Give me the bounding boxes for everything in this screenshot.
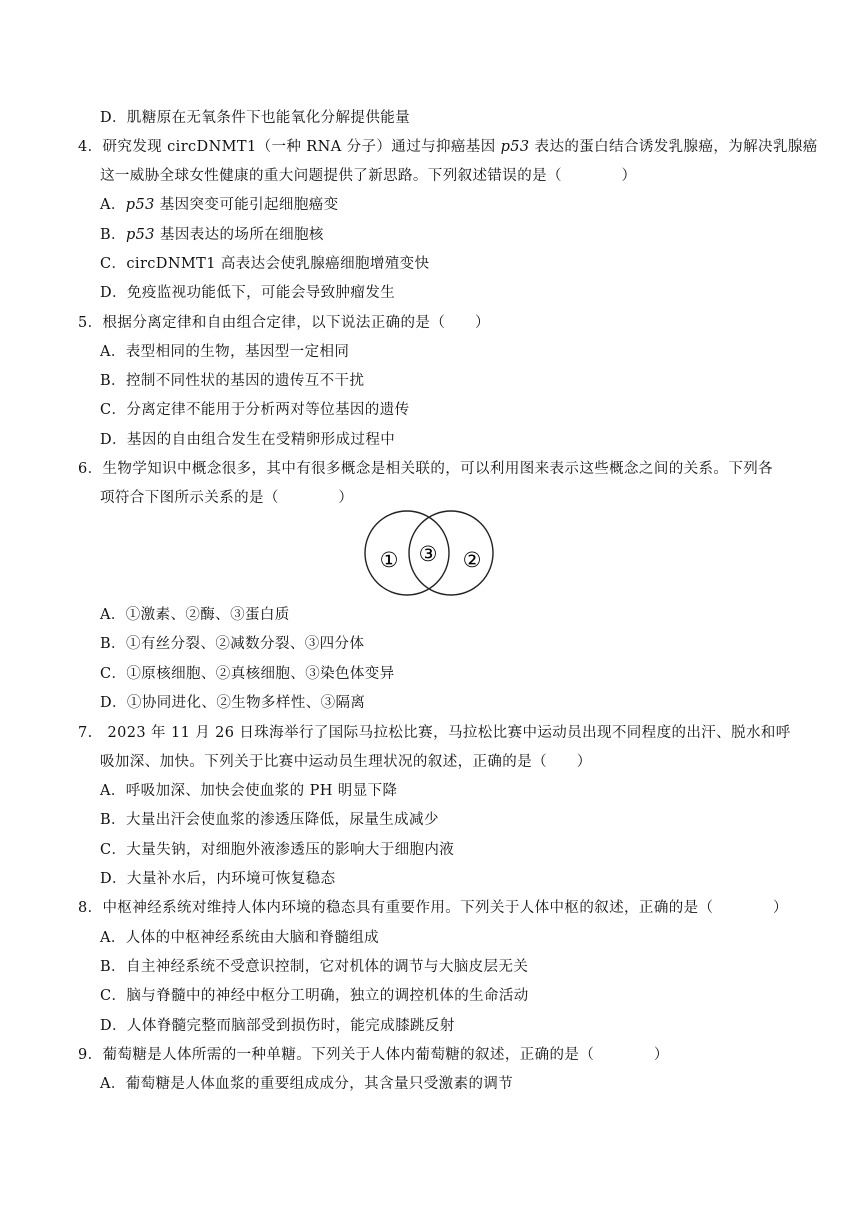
q9-stem: 9．葡萄糖是人体所需的一种单糖。下列关于人体内葡萄糖的叙述，正确的是（ ） bbox=[78, 1047, 669, 1063]
gene-name: p53 bbox=[125, 227, 155, 243]
q4-option-c: C．circDNMT1 高表达会使乳腺癌细胞增殖变快 bbox=[100, 256, 430, 272]
q7-option-b: B．大量出汗会使血浆的渗透压降低，尿量生成减少 bbox=[100, 812, 439, 828]
q7-stem-line1: 7. 2023 年 11 月 26 日珠海举行了国际马拉松比赛，马拉松比赛中运动员出现不同程度的出汗、脱水和呼 bbox=[78, 725, 791, 741]
q6-option-a: A．①激素、②酶、③蛋白质 bbox=[100, 607, 290, 623]
q6-option-b: B．①有丝分裂、②减数分裂、③四分体 bbox=[100, 636, 365, 652]
q8-stem: 8．中枢神经系统对维持人体内环境的稳态具有重要作用。下列关于人体中枢的叙述，正确的是（ ） bbox=[78, 900, 788, 916]
q7-option-c: C．大量失钠，对细胞外液渗透压的影响大于细胞内液 bbox=[100, 842, 455, 858]
q4-option-b: B．p53 基因表达的场所在细胞核 bbox=[100, 227, 324, 243]
q7-option-a: A．呼吸加深、加快会使血浆的 PH 明显下降 bbox=[100, 783, 398, 799]
q6-option-c: C．①原核细胞、②真核细胞、③染色体变异 bbox=[100, 666, 395, 682]
q6-option-d: D．①协同进化、②生物多样性、③隔离 bbox=[100, 695, 366, 711]
venn-label-left: ① bbox=[379, 548, 399, 572]
q6-stem-line1: 6．生物学知识中概念很多，其中有很多概念是相关联的，可以利用图来表示这些概念之间的关系。下列各 bbox=[78, 461, 774, 477]
q7-option-d: D．大量补水后，内环境可恢复稳态 bbox=[100, 871, 336, 887]
q5-option-d: D．基因的自由组合发生在受精卵形成过程中 bbox=[100, 432, 396, 448]
q3-option-d: D．肌糖原在无氧条件下也能氧化分解提供能量 bbox=[100, 110, 411, 126]
gene-name: p53 bbox=[500, 139, 530, 155]
q8-option-c: C．脑与脊髓中的神经中枢分工明确，独立的调控机体的生命活动 bbox=[100, 988, 529, 1004]
q7-stem-line2: 吸加深、加快。下列关于比赛中运动员生理状况的叙述，正确的是（ ） bbox=[100, 754, 592, 770]
gene-name: p53 bbox=[125, 197, 155, 213]
q4-option-a: A．p53 基因突变可能引起细胞癌变 bbox=[100, 197, 339, 213]
q8-option-b: B．自主神经系统不受意识控制，它对机体的调节与大脑皮层无关 bbox=[100, 959, 529, 975]
q4-option-d: D．免疫监视功能低下，可能会导致肿瘤发生 bbox=[100, 285, 396, 301]
q5-option-a: A．表型相同的生物，基因型一定相同 bbox=[100, 344, 350, 360]
q8-option-a: A．人体的中枢神经系统由大脑和脊髓组成 bbox=[100, 930, 380, 946]
q4-stem-line2: 这一威胁全球女性健康的重大问题提供了新思路。下列叙述错误的是（ ） bbox=[100, 168, 637, 184]
q5-stem: 5．根据分离定律和自由组合定律，以下说法正确的是（ ） bbox=[78, 315, 490, 331]
q9-option-a: A．葡萄糖是人体血浆的重要组成成分，其含量只受激素的调节 bbox=[100, 1076, 514, 1092]
venn-label-middle: ③ bbox=[418, 542, 438, 566]
q5-option-b: B．控制不同性状的基因的遗传互不干扰 bbox=[100, 373, 365, 389]
q5-option-c: C．分离定律不能用于分析两对等位基因的遗传 bbox=[100, 402, 410, 418]
venn-label-right: ② bbox=[462, 548, 482, 572]
q8-option-d: D．人体脊髓完整而脑部受到损伤时，能完成膝跳反射 bbox=[100, 1018, 455, 1034]
venn-diagram bbox=[360, 507, 500, 603]
q6-stem-line2: 项符合下图所示关系的是（ ） bbox=[100, 490, 354, 506]
q4-stem-line1: 4．研究发现 circDNMT1（一种 RNA 分子）通过与抑癌基因 p53 表达的蛋白结合诱发乳腺癌，为解决乳腺癌 bbox=[78, 139, 818, 155]
